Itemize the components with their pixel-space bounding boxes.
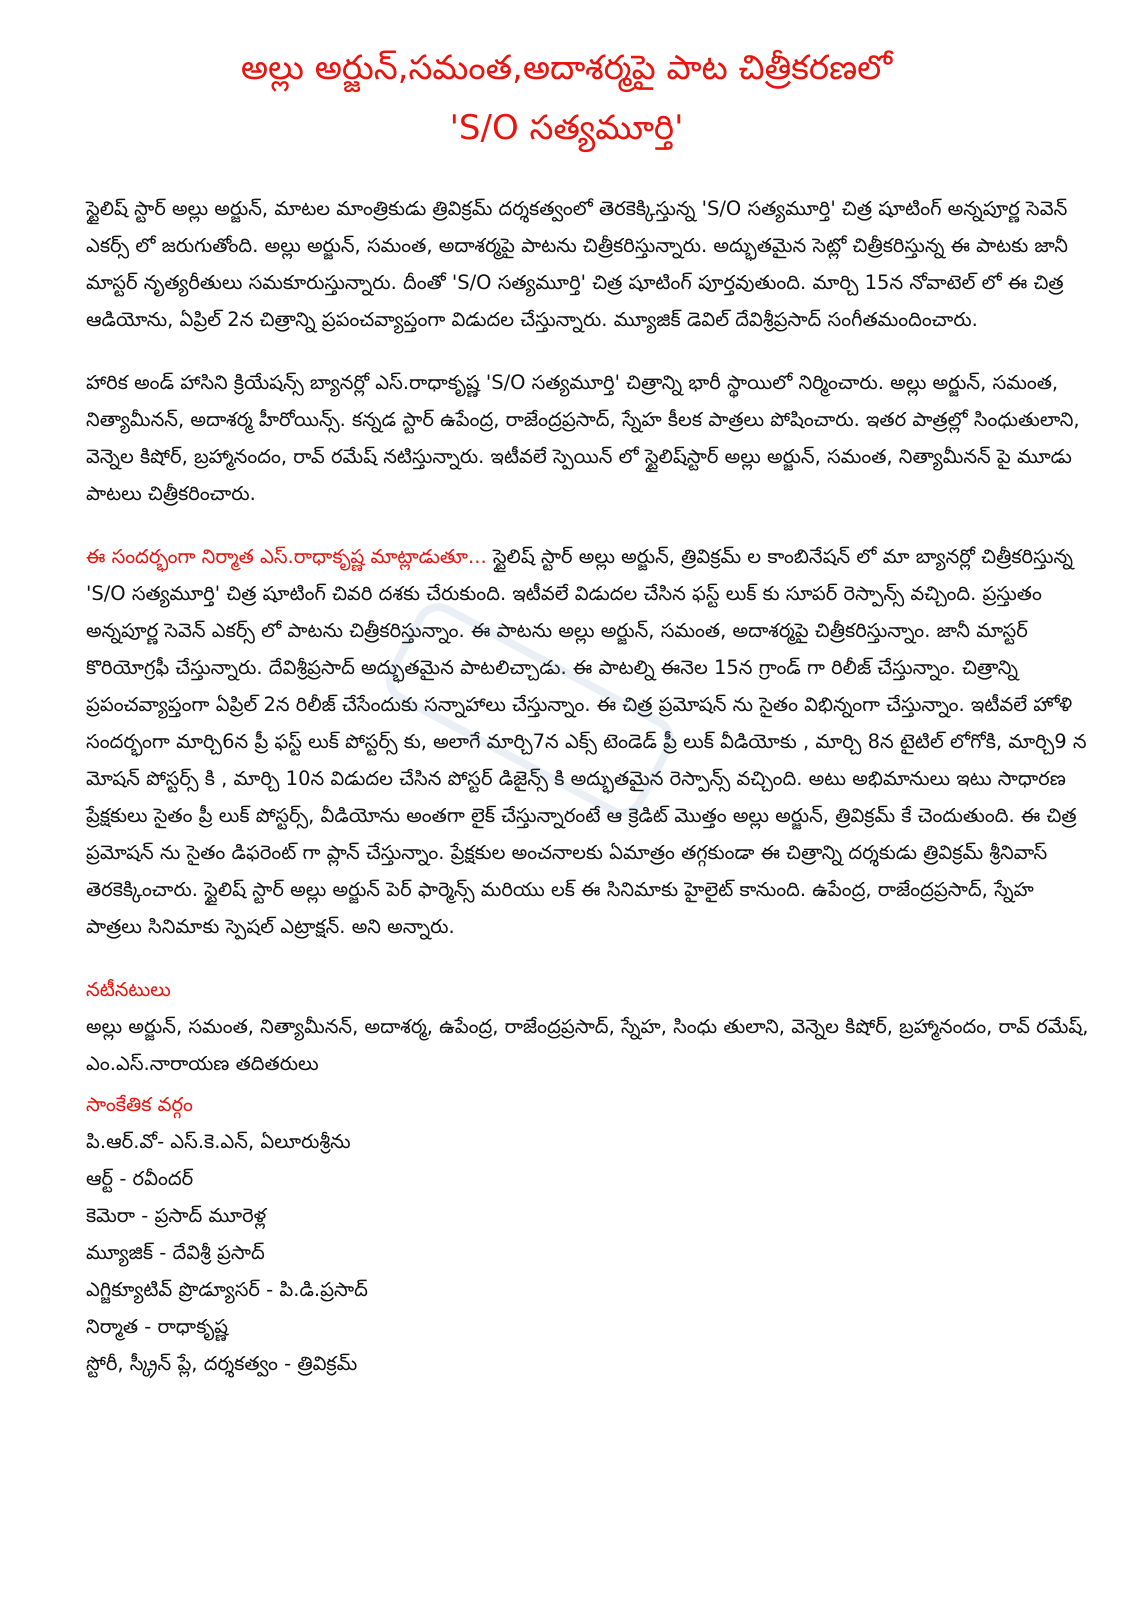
paragraph-3-body: స్టైలిష్ స్టార్ అల్లు అర్జున్, త్రివిక్రమ్ ల కాంబినేషన్ లో మా బ్యానర్లో చిత్రీకరిస్తున్న 'S/O సత్యమూర్తి' చిత్ర షూటింగ్ చివరి దశకు చేరుకుంది. ఇటీవలే విడుదల చేసిన ఫస్ట్ లుక్ కు సూపర్ రెస్పాన్స్ వచ్చింది. ప్రస్తుతం అన్నపూర్ణ సెవెన్ ఎకర్స్ లో పాటను చిత్రీకరిస్తున్నాం. ఈ పాటను అల్లు అర్జున్, సమంత, అదాశర్మపై చిత్రీకరిస్తున్నాం. జానీ మాస్టర్ కొరియోగ్రఫీ చేస్తున్నారు. దేవిశ్రీప్రసాద్ అద్భుతమైన పాటలిచ్చాడు. ఈ పాటల్ని ఈనెల 15న గ్రాండ్ గా రిలీజ్ చేస్తున్నాం. చిత్రాన్ని ప్రపంచవ్యాప్తంగా ఏప్రిల్ 2న రిలీజ్ చేసేందుకు సన్నాహాలు చేస్తున్నాం. ఈ చిత్ర ప్రమోషన్ ను సైతం విభిన్నంగా చేస్తున్నాం. ఇటీవలే హోళి సందర్భంగా మార్చి6న ప్రీ ఫస్ట్ లుక్ పోస్టర్స్ కు, అలాగే మార్చి7న ఎక్స్ టెండెడ్ ప్రీ లుక్ వీడియోకు , మార్చి 8న టైటిల్ లోగోకి, మార్చి9 న మోషన్ పోస్టర్స్ కి , మార్చి 10న విడుదల చేసిన పోస్టర్ డిజైన్స్ కి అద్భుతమైన రెస్పాన్స్ వచ్చింది. అటు అభిమానులు ఇటు సాధారణ ప్రేక్షకులు సైతం ప్రీ లుక్ పోస్టర్స్, వీడియోను అంతగా లైక్ చేస్తున్నారంటే ఆ క్రెడిట్ మొత్తం అల్లు అర్జున్, త్రివిక్రమ్ కే చెందుతుంది. ఈ చిత్ర ప్రమోషన్ ను సైతం డిఫరెంట్ గా ప్లాన్ చేస్తున్నాం. ప్రేక్షకుల అంచనాలకు ఏమాత్రం తగ్గకుండా ఈ చిత్రాన్ని దర్శకుడు త్రివిక్రమ్ శ్రీనివాస్ తెరకెక్కించారు. స్టైలిష్ స్టార్ అల్లు అర్జున్ పెర్ ఫార్మెన్స్ మరియు లక్ ఈ సినిమాకు హైలైట్ కానుంది. ఉపేంద్ర, రాజేంద్రప్రసాద్, స్నేహ పాత్రలు సినిమాకు స్పెషల్ ఎట్రాక్షన్. అని అన్నారు. xyxy=(86,545,1087,938)
cast-list: అల్లు అర్జున్, సమంత, నిత్యామీనన్, అదాశర్మ, ఉపేంద్ర, రాజేంద్రప్రసాద్, స్నేహ, సింధు తులాని, వెన్నెల కిషోర్, బ్రహ్మానందం, రావ్ రమేష్, ఎం.ఎస్.నారాయణ తదితరులు xyxy=(86,1015,1089,1075)
crew-item: ఆర్ట్ - రవీందర్ xyxy=(86,1167,194,1190)
crew-item: స్టోరీ, స్క్రీన్ ప్లే, దర్శకత్వం - త్రివిక్రమ్ xyxy=(86,1352,358,1375)
paragraph-3 xyxy=(86,538,1093,945)
crew-item: నిర్మాత - రాధాకృష్ణ xyxy=(86,1315,229,1338)
crew-item: ఎగ్జిక్యూటివ్ ప్రొడ్యూసర్ - పి.డి.ప్రసాద్ xyxy=(86,1278,368,1301)
crew-item: కెమెరా - ప్రసాద్ మూరెళ్ల xyxy=(86,1204,267,1227)
article-title xyxy=(40,38,1093,158)
crew-heading: సాంకేతిక వర్గం xyxy=(86,1093,193,1116)
crew-item: మ్యూజిక్ - దేవిశ్రీ ప్రసాద్ xyxy=(86,1241,265,1264)
paragraph-2: హారిక అండ్ హాసిని క్రియేషన్స్ బ్యానర్లో ఎస్.రాధాకృష్ణ 'S/O సత్యమూర్తి' చిత్రాన్ని భారీ స్థాయిలో నిర్మించారు. అల్లు అర్జున్, సమంత, నిత్యామీనన్, అదాశర్మ హీరోయిన్స్. కన్నడ స్టార్ ఉపేంద్ర, రాజేంద్రప్రసాద్, స్నేహ కీలక పాత్రలు పోషించారు. ఇతర పాత్రల్లో సింధుతులాని, వెన్నెల కిషోర్, బ్రహ్మానందం, రావ్ రమేష్ నటిస్తున్నారు. ఇటీవలే స్పెయిన్ లో స్టైలిష్‌స్టార్ అల్లు అర్జున్, సమంత, నిత్యామీనన్ పై మూడు పాటలు చిత్రీకరించారు. xyxy=(86,371,1080,505)
paragraph-3-lead: ఈ సందర్భంగా నిర్మాత ఎస్.రాధాకృష్ణ మాట్లాడుతూ... xyxy=(86,545,487,568)
title-line-2: 'S/O సత్యమూర్తి' xyxy=(449,108,684,148)
title-line-1: అల్లు అర్జున్,సమంత,అదాశర్మపై పాట చిత్రీకరణలో xyxy=(240,48,893,88)
crew-list xyxy=(86,1123,1093,1382)
crew-item: పి.ఆర్.వో- ఎస్.కె.ఎన్, ఏలూరుశ్రీను xyxy=(86,1130,351,1153)
cast-heading: నటీనటులు xyxy=(86,978,171,1001)
paragraph-1: స్టైలిష్ స్టార్ అల్లు అర్జున్, మాటల మాంత్రికుడు త్రివిక్రమ్ దర్శకత్వంలో తెరకెక్కిస్తున్న 'S/O సత్యమూర్తి' చిత్ర షూటింగ్ అన్నపూర్ణ సెవెన్ ఎకర్స్ లో జరుగుతోంది. అల్లు అర్జున్, సమంత, అదాశర్మపై పాటను చిత్రీకరిస్తున్నారు. అద్భుతమైన సెట్లో చిత్రీకరిస్తున్న ఈ పాటకు జానీ మాస్టర్ నృత్యరీతులు సమకూరుస్తున్నారు. దీంతో 'S/O సత్యమూర్తి' చిత్ర షూటింగ్ పూర్తవుతుంది. మార్చి 15న నోవాటెల్ లో ఈ చిత్ర ఆడియోను, ఏప్రిల్ 2న చిత్రాన్ని ప్రపంచవ్యాప్తంగా విడుదల చేస్తున్నారు. మ్యూజిక్ డెవిల్ దేవిశ్రీప్రసాద్ సంగీతమందించారు. xyxy=(86,197,1068,331)
